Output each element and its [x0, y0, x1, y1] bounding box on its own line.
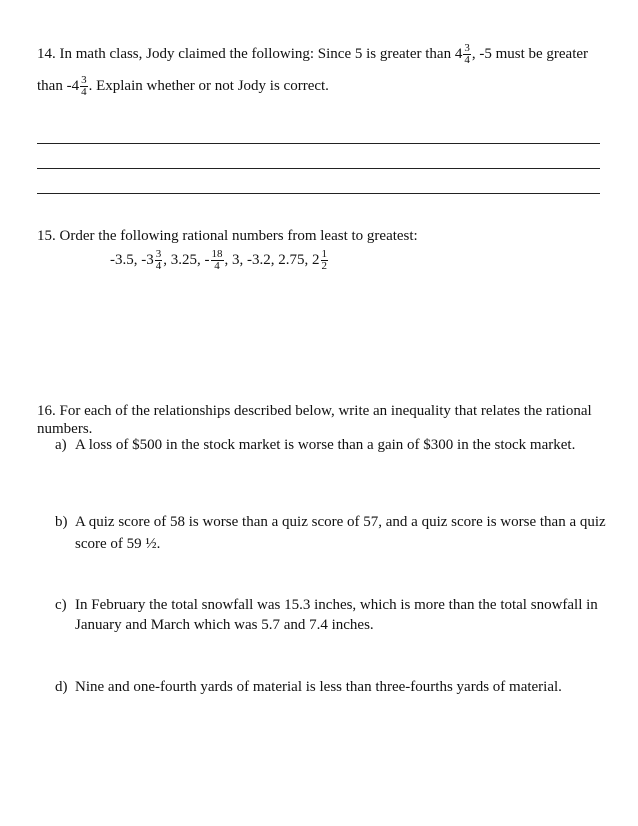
q15-prompt: 15. Order the following rational numbers from least to greatest: — [37, 228, 418, 244]
q14-fraction-1: $\frac{3}{4}$ — [464, 42, 470, 66]
answer-line-1[interactable] — [37, 143, 600, 144]
q16-prompt-line2: numbers. — [37, 421, 93, 437]
q14-fraction-2: $\frac{3}{4}$ — [81, 74, 87, 98]
q15-number-list — [110, 249, 329, 272]
q15-numbers-part1: -3.5, -3 — [110, 251, 154, 268]
q16b-line2: score of 59 ½. — [75, 536, 161, 552]
q16a-text: A loss of $500 in the stock market is worse than a gain of $300 in the stock market. — [75, 437, 576, 453]
q15-fraction-2: $\frac{18}{4}$ — [211, 248, 223, 272]
q14-line1 — [37, 43, 588, 66]
q16c-label: c) — [55, 597, 67, 613]
q16c-line1: In February the total snowfall was 15.3 inches, which is more than the total snowfall in — [75, 597, 598, 613]
answer-line-3[interactable] — [37, 193, 600, 194]
q15-fraction-1: $\frac{3}{4}$ — [155, 248, 162, 272]
q14-line2-tail: . Explain whether or not Jody is correct. — [88, 77, 329, 94]
q16-prompt-line1: 16. For each of the relationships described below, write an inequality that relates the rational — [37, 403, 592, 419]
q15-numbers-part2: , 3.25, - — [163, 251, 210, 268]
q16c-line2: January and March which was 5.7 and 7.4 inches. — [75, 617, 374, 633]
q16a-label: a) — [55, 437, 67, 453]
q14-line2 — [37, 75, 329, 98]
q15-fraction-3: $\frac{1}{2}$ — [321, 248, 327, 272]
q16b-line1: A quiz score of 58 is worse than a quiz score of 57, and a quiz score is worse than a quiz — [75, 514, 606, 530]
answer-line-2[interactable] — [37, 168, 600, 169]
q16d-text: Nine and one-fourth yards of material is less than three-fourths yards of material. — [75, 679, 562, 695]
q14-line2-lead: than -4 — [37, 77, 80, 94]
q14-tail: , -5 must be greater — [471, 45, 589, 62]
q16b-label: b) — [55, 514, 68, 530]
q15-numbers-part3: , 3, -3.2, 2.75, 2 — [224, 251, 320, 268]
q14-text: 14. In math class, Jody claimed the following: Since 5 is greater than 4 — [37, 45, 463, 62]
q16d-label: d) — [55, 679, 68, 695]
